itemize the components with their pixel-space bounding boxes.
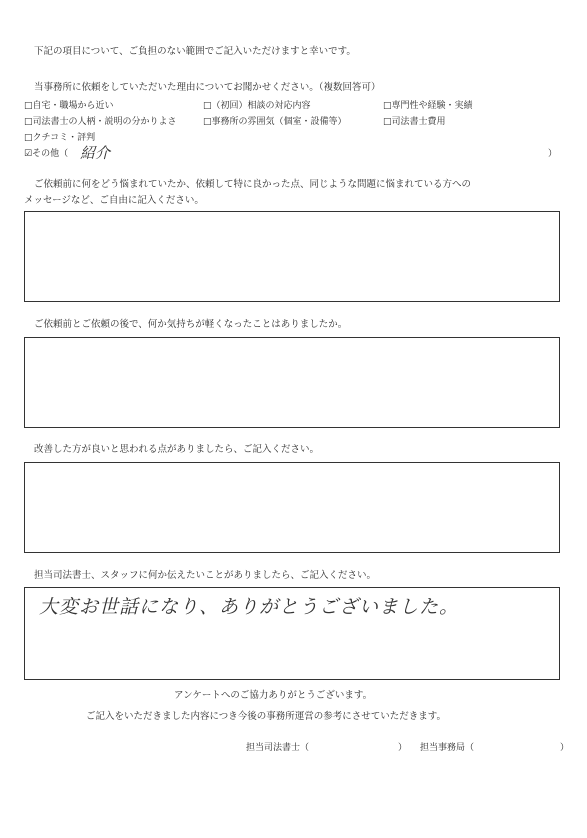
option-other-label[interactable]: ☑その他（ [24, 149, 69, 159]
question-message-line1: ご依頼前に何をどう悩まれていたか、依頼して特に良かった点、同じような問題に悩まれている方への [34, 179, 472, 190]
closing-reference: ご記入をいただきました内容につき今後の事務所運営の参考にさせていただきます。 [86, 711, 447, 722]
answer-box-staff[interactable] [24, 587, 560, 680]
option-initial-consultation[interactable]: □（初回）相談の対応内容 [203, 101, 311, 111]
footer-office-label: 担当事務局（ [420, 743, 475, 753]
option-other-handwritten: 紹介 [80, 144, 111, 162]
option-expertise[interactable]: □専門性や経験・実績 [383, 101, 473, 111]
answer-box-relief[interactable] [24, 337, 560, 428]
answer-box-improvement[interactable] [24, 462, 560, 553]
answer-staff-handwritten: 大変お世話になり、ありがとうございました。 [39, 596, 460, 618]
option-fees[interactable]: □司法書士費用 [383, 117, 446, 127]
answer-box-message[interactable] [24, 211, 560, 302]
footer-shoshi-label: 担当司法書士（ [246, 743, 310, 753]
question-message-line2: メッセージなど、ご自由に記入ください。 [24, 195, 204, 206]
intro-text: 下記の項目について、ご負担のない範囲でご記入いただけますと幸いです。 [34, 46, 356, 57]
footer-office-close: ） [560, 743, 570, 753]
option-near-home-work[interactable]: □自宅・職場から近い [24, 101, 114, 111]
option-other-close: ） [548, 149, 558, 159]
option-personality[interactable]: □司法書士の人柄・説明の分かりよさ [24, 117, 177, 127]
question-improvement: 改善した方が良いと思われる点がありましたら、ご記入ください。 [34, 444, 320, 455]
option-reviews[interactable]: □クチコミ・評判 [24, 133, 96, 143]
question-relief: ご依頼前とご依頼の後で、何か気持ちが軽くなったことはありましたか。 [34, 319, 348, 330]
footer-shoshi-close: ） [398, 743, 408, 753]
question-reason: 当事務所に依頼をしていただいた理由についてお聞かせください。（複数回答可） [34, 82, 381, 93]
option-atmosphere[interactable]: □事務所の雰囲気（個室・設備等） [203, 117, 347, 127]
question-message-staff: 担当司法書士、スタッフに何か伝えたいことがありましたら、ご記入ください。 [34, 570, 377, 581]
closing-thanks: アンケートへのご協力ありがとうございます。 [174, 690, 373, 701]
